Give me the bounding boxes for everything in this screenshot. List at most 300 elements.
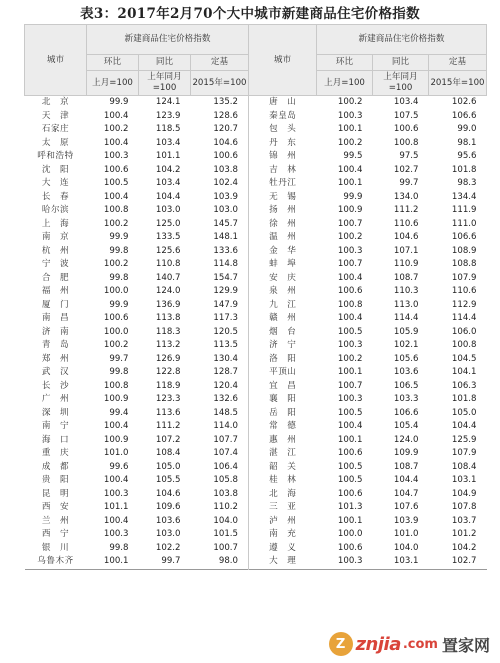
mom-cell: 100.2 [103,340,129,350]
city-cell: 宜 昌 [269,380,297,391]
yoy-cell: 107.5 [393,110,419,121]
city-cell: 遵 义 [269,542,297,553]
mom-cell: 100.2 [103,124,129,134]
yoy-cell: 124.1 [155,97,181,107]
mom-cell: 100.2 [103,259,129,269]
yoy-cell: 102.2 [155,542,181,553]
price-index-table [24,24,487,570]
city-cell: 锦 州 [269,151,297,161]
city-cell: 金 华 [269,245,297,256]
table-row [25,407,487,421]
city-cell: 常 德 [269,421,297,431]
yoy-cell: 113.8 [155,313,181,323]
yoy-cell: 105.6 [393,353,419,364]
yoy-cell: 101.1 [155,151,181,161]
mom-cell: 100.6 [337,286,363,296]
mom-cell: 100.1 [337,178,363,188]
fixed-cell: 130.4 [191,353,249,367]
yoy-cell: 113.2 [155,340,181,350]
yoy-cell: 118.9 [155,380,181,391]
fixed-cell: 103.9 [191,191,249,205]
city-cell: 烟 台 [269,326,297,337]
yoy-header-left: 同比 [139,55,191,71]
table-row [25,299,487,313]
city-cell: 南 宁 [41,421,70,431]
yoy-cell: 114.4 [393,313,419,323]
fixed-cell: 103.0 [191,204,249,218]
city-cell: 赣 州 [269,313,297,323]
city-cell: 武 汉 [41,367,70,377]
city-cell: 呼和浩特 [37,151,74,161]
yoy-cell: 105.9 [393,326,419,337]
yoy-cell: 108.7 [393,461,419,472]
yoy-cell: 107.2 [155,434,181,445]
yoy-cell: 103.4 [393,97,419,107]
mom-header-left: 环比 [87,55,139,71]
yoy-cell: 100.8 [393,137,419,148]
table-row [25,272,487,286]
yoy-cell: 122.8 [155,367,181,377]
mom-cell: 100.5 [337,475,363,485]
mom-header-right: 环比 [317,55,373,71]
yoy-cell: 118.3 [155,326,181,337]
fixed-cell: 106.0 [451,326,477,337]
fixed-cell: 104.2 [451,542,477,553]
fixed-cell: 104.6 [191,137,249,151]
city-cell: 成 都 [41,461,70,472]
city-cell: 昆 明 [41,488,70,499]
mom-cell: 99.9 [109,299,129,310]
yoy-cell: 103.9 [393,515,419,526]
city-cell: 厦 门 [41,299,70,310]
table-row [25,353,487,367]
city-cell: 济 南 [41,326,70,337]
mom-cell: 100.1 [337,434,363,445]
mom-cell: 100.8 [337,299,363,310]
table-row [25,137,487,151]
yoy-base-right: 上年同月=100 [373,71,429,96]
city-cell: 湛 江 [269,448,297,458]
mom-cell: 100.0 [103,286,129,296]
yoy-cell: 103.6 [393,367,419,377]
yoy-cell: 104.6 [155,488,181,499]
table-row [25,150,487,164]
yoy-header-right: 同比 [373,55,429,71]
fixed-cell: 102.4 [191,177,249,191]
table-row [25,123,487,137]
fixed-cell: 114.0 [191,420,249,434]
mom-cell: 100.6 [103,164,129,175]
mom-cell: 100.6 [103,313,129,323]
yoy-cell: 99.7 [399,178,419,188]
mom-cell: 100.7 [337,380,363,391]
fixed-cell: 103.1 [451,475,477,485]
fixed-cell: 107.8 [451,502,477,512]
mom-cell: 100.9 [337,205,363,215]
fixed-header-right: 定基 [429,55,487,71]
mom-cell: 99.9 [343,191,363,202]
yoy-cell: 100.6 [393,124,419,134]
mom-cell: 100.4 [103,191,129,202]
city-cell: 兰 州 [41,515,70,526]
table-row [25,191,487,205]
fixed-cell: 135.2 [191,96,249,110]
fixed-cell: 104.0 [191,515,249,529]
city-cell: 天 津 [41,110,70,121]
city-cell: 泉 州 [269,286,297,296]
city-cell: 蚌 埠 [269,259,297,269]
fixed-cell: 148.5 [191,407,249,421]
fixed-cell: 99.0 [457,124,477,134]
mom-cell: 100.3 [103,488,129,499]
yoy-cell: 99.7 [161,556,181,566]
yoy-cell: 133.5 [155,232,181,242]
table-row [25,555,487,569]
city-cell: 唐 山 [269,97,297,107]
yoy-cell: 103.4 [155,178,181,188]
yoy-cell: 104.2 [155,164,181,175]
fixed-cell: 108.4 [451,461,477,472]
mom-cell: 100.4 [103,137,129,148]
mom-cell: 99.5 [343,151,363,161]
table-row [25,245,487,259]
yoy-cell: 123.3 [155,394,181,404]
table-row [25,380,487,394]
yoy-cell: 97.5 [399,151,419,161]
watermark-cn: 置家网 [441,635,490,655]
city-cell: 大 理 [269,556,297,566]
yoy-cell: 108.7 [393,272,419,283]
yoy-cell: 124.0 [393,434,419,445]
table-row [25,461,487,475]
city-cell: 太 原 [41,137,70,148]
mom-cell: 99.8 [109,245,129,256]
fixed-cell: 107.4 [191,447,249,461]
city-cell: 石家庄 [41,124,70,134]
mom-cell: 100.4 [103,421,129,431]
yoy-cell: 123.9 [155,110,181,121]
city-cell: 银 川 [41,542,70,553]
fixed-cell: 103.8 [191,164,249,178]
city-cell: 西 宁 [41,529,70,539]
table-row [25,420,487,434]
mom-cell: 100.3 [337,556,363,566]
mom-base-right: 上月=100 [317,71,373,96]
mom-cell: 99.9 [109,97,129,107]
fixed-cell: 100.6 [191,150,249,164]
mom-cell: 100.3 [103,529,129,539]
fixed-cell: 95.6 [457,151,477,161]
yoy-base-left: 上年同月=100 [139,71,191,96]
mom-cell: 100.2 [337,232,363,242]
fixed-cell: 113.5 [191,339,249,353]
yoy-cell: 140.7 [155,272,181,283]
mom-cell: 100.6 [337,542,363,553]
fixed-cell: 101.5 [191,528,249,542]
city-cell: 贵 阳 [41,475,70,485]
city-cell: 大 连 [41,178,70,188]
yoy-cell: 105.4 [393,421,419,431]
city-cell: 丹 东 [269,137,297,148]
fixed-cell: 105.8 [191,474,249,488]
city-cell: 桂 林 [269,475,297,485]
mom-cell: 100.4 [103,475,129,485]
fixed-cell: 147.9 [191,299,249,313]
fixed-cell: 120.5 [191,326,249,340]
city-cell: 无 锡 [269,191,297,202]
yoy-cell: 103.0 [155,205,181,215]
city-cell: 北 海 [269,488,297,499]
city-cell: 安 庆 [269,272,297,283]
table-row [25,285,487,299]
yoy-cell: 104.6 [393,232,419,242]
yoy-cell: 103.1 [393,556,419,566]
city-cell: 青 岛 [41,340,70,350]
yoy-cell: 104.0 [393,542,419,553]
fixed-cell: 101.2 [451,529,477,539]
yoy-cell: 103.0 [155,529,181,539]
mom-cell: 99.6 [109,461,129,472]
table-row [25,393,487,407]
mom-cell: 100.5 [103,178,129,188]
fixed-cell: 120.4 [191,380,249,394]
fixed-cell: 104.4 [451,421,477,431]
yoy-cell: 113.6 [155,407,181,418]
table-row [25,339,487,353]
index-group-header-right: 新建商品住宅价格指数 [317,25,487,55]
city-cell: 杭 州 [41,245,70,256]
fixed-cell: 98.0 [191,555,249,569]
fixed-cell: 120.7 [191,123,249,137]
mom-cell: 100.2 [337,137,363,148]
table-row [25,434,487,448]
mom-cell: 99.8 [109,367,129,377]
yoy-cell: 110.9 [393,259,419,269]
fixed-cell: 107.7 [191,434,249,448]
mom-cell: 100.4 [103,110,129,121]
table-row [25,258,487,272]
table-row [25,528,487,542]
fixed-cell: 134.4 [451,191,477,202]
yoy-cell: 103.4 [155,137,181,148]
city-cell: 温 州 [269,232,297,242]
mom-cell: 99.7 [109,353,129,364]
yoy-cell: 104.4 [155,191,181,202]
city-cell: 岳 阳 [269,407,297,418]
mom-cell: 100.5 [337,326,363,337]
mom-cell: 99.4 [109,407,129,418]
city-cell: 徐 州 [269,218,297,229]
mom-cell: 100.3 [103,151,129,161]
table-row [25,96,487,110]
city-cell: 海 口 [41,434,70,445]
mom-cell: 100.4 [337,421,363,431]
yoy-cell: 104.7 [393,488,419,499]
table-row [25,177,487,191]
city-cell: 牡丹江 [269,178,297,188]
fixed-cell: 110.2 [191,501,249,515]
fixed-cell: 106.6 [451,110,477,121]
table-row [25,110,487,124]
yoy-cell: 109.6 [155,502,181,512]
city-cell: 襄 阳 [269,394,297,404]
fixed-cell: 102.7 [451,556,477,566]
yoy-cell: 101.0 [393,529,419,539]
city-cell: 惠 州 [269,434,297,445]
mom-cell: 99.9 [109,232,129,242]
mom-cell: 100.3 [337,340,363,350]
yoy-cell: 103.3 [393,394,419,404]
yoy-cell: 106.6 [393,407,419,418]
fixed-cell: 145.7 [191,218,249,232]
fixed-cell: 108.8 [451,259,477,269]
city-cell: 长 沙 [41,380,70,391]
yoy-cell: 126.9 [155,353,181,364]
city-cell: 泸 州 [269,515,297,526]
table-row [25,218,487,232]
mom-cell: 100.0 [337,529,363,539]
mom-cell: 100.2 [337,97,363,107]
fixed-cell: 105.0 [451,407,477,418]
yoy-cell: 103.6 [155,515,181,526]
city-cell: 洛 阳 [269,353,297,364]
city-cell: 上 海 [41,218,70,229]
city-cell: 郑 州 [41,353,70,364]
city-cell: 北 京 [41,97,70,107]
city-cell: 扬 州 [269,205,297,215]
yoy-cell: 104.4 [393,475,419,485]
watermark-tld: .com [402,636,438,652]
fixed-cell: 102.6 [451,97,477,107]
fixed-cell: 100.7 [191,542,249,556]
watermark-brand: znjia [355,633,401,655]
mom-cell: 100.1 [337,367,363,377]
mom-cell: 100.2 [103,218,129,229]
city-cell: 广 州 [41,394,70,404]
fixed-cell: 103.8 [191,488,249,502]
fixed-cell: 101.8 [451,394,477,404]
table-row [25,447,487,461]
mom-cell: 100.4 [337,164,363,175]
fixed-cell: 111.9 [451,205,477,215]
mom-cell: 100.0 [103,326,129,337]
mom-cell: 100.1 [103,556,129,566]
mom-cell: 99.8 [109,542,129,553]
yoy-cell: 102.7 [393,164,419,175]
fixed-cell: 101.8 [451,164,477,175]
yoy-cell: 124.0 [155,286,181,296]
fixed-cell: 106.6 [451,232,477,242]
fixed-cell: 128.7 [191,366,249,380]
mom-cell: 100.1 [337,515,363,526]
watermark-logo-icon: Z [329,632,353,656]
fixed-cell: 114.4 [451,313,477,323]
mom-cell: 100.3 [337,394,363,404]
mom-cell: 100.6 [337,488,363,499]
mom-cell: 100.3 [337,245,363,256]
yoy-cell: 125.0 [155,218,181,229]
fixed-cell: 98.3 [457,178,477,188]
city-cell: 南 昌 [41,313,70,323]
fixed-cell: 100.8 [451,340,477,350]
city-cell: 乌鲁木齐 [37,556,74,566]
city-cell: 福 州 [41,286,70,296]
index-group-header-left: 新建商品住宅价格指数 [87,25,249,55]
city-cell: 吉 林 [269,164,297,175]
city-header-right: 城市 [249,25,317,96]
fixed-cell: 129.9 [191,285,249,299]
city-cell: 平顶山 [269,367,297,377]
fixed-cell: 111.0 [451,218,477,229]
mom-base-left: 上月=100 [87,71,139,96]
mom-cell: 100.3 [337,110,363,121]
mom-cell: 101.1 [103,502,129,512]
yoy-cell: 109.9 [393,448,419,458]
fixed-base-left: 2015年=100 [191,71,249,96]
yoy-cell: 105.5 [155,475,181,485]
fixed-cell: 132.6 [191,393,249,407]
city-header-left: 城市 [25,25,87,96]
fixed-cell: 103.7 [451,515,477,526]
fixed-cell: 106.3 [451,380,477,391]
city-cell: 三 亚 [269,502,297,512]
city-cell: 南 充 [269,529,297,539]
table-row [25,312,487,326]
yoy-cell: 134.0 [393,191,419,202]
table-row [25,488,487,502]
yoy-cell: 107.6 [393,502,419,512]
mom-cell: 100.8 [103,205,129,215]
city-cell: 九 江 [269,299,297,310]
city-cell: 南 京 [41,232,70,242]
fixed-base-right: 2015年=100 [429,71,487,96]
fixed-cell: 125.9 [451,434,477,445]
city-cell: 济 宁 [269,340,297,350]
yoy-cell: 136.9 [155,299,181,310]
table-row [25,366,487,380]
table-row [25,501,487,515]
fixed-cell: 106.4 [191,461,249,475]
yoy-cell: 110.8 [155,259,181,269]
fixed-cell: 104.9 [451,488,477,499]
mom-cell: 100.4 [337,313,363,323]
mom-cell: 100.1 [337,124,363,134]
yoy-cell: 105.0 [155,461,181,472]
table-row [25,515,487,529]
mom-cell: 100.5 [337,461,363,472]
site-watermark [329,631,490,657]
mom-cell: 100.7 [337,218,363,229]
city-cell: 宁 波 [41,259,70,269]
yoy-cell: 108.4 [155,448,181,458]
city-cell: 西 安 [41,502,70,512]
table-row [25,326,487,340]
mom-cell: 100.4 [103,515,129,526]
yoy-cell: 102.1 [393,340,419,350]
fixed-cell: 108.9 [451,245,477,256]
fixed-cell: 117.3 [191,312,249,326]
fixed-cell: 114.8 [191,258,249,272]
mom-cell: 100.2 [337,353,363,364]
city-cell: 韶 关 [269,461,297,472]
mom-cell: 100.9 [103,434,129,445]
mom-cell: 100.7 [337,259,363,269]
table-row [25,164,487,178]
city-cell: 长 春 [41,191,70,202]
city-cell: 重 庆 [41,448,70,458]
city-cell: 包 头 [269,124,297,134]
yoy-cell: 125.6 [155,245,181,256]
